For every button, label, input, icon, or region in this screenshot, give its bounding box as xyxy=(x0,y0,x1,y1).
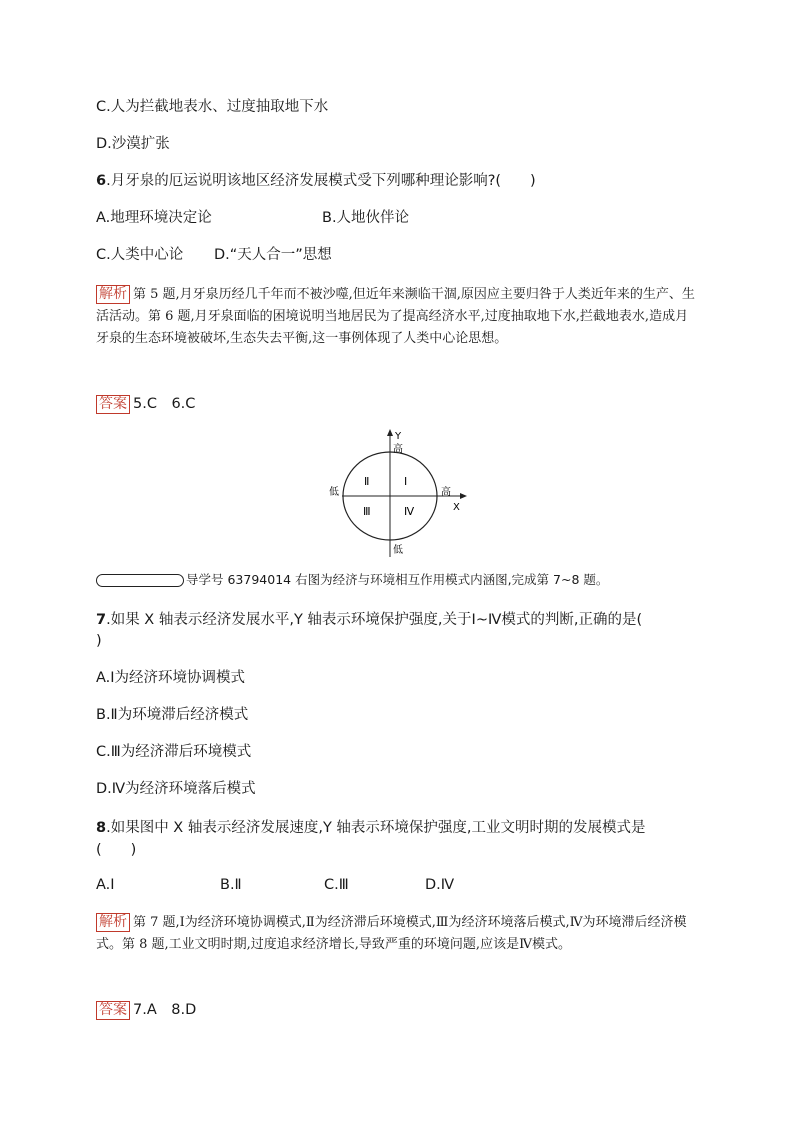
q8-option-c: C.Ⅲ xyxy=(324,877,349,893)
quadrant-4-label: Ⅳ xyxy=(404,505,415,518)
analysis-text: 第 7 题,Ⅰ为经济环境协调模式,Ⅱ为经济滞后环境模式,Ⅲ为经济环境落后模式,Ⅳ为环境滞后经济模式。第 8 题,工业文明时期,过度追求经济增长,导致严重的环境问题,应该是Ⅳ模式。 xyxy=(96,915,687,952)
guide-line xyxy=(96,571,608,589)
quadrant-2-label: Ⅱ xyxy=(364,475,370,488)
x-high-label: 高 xyxy=(441,487,451,498)
q8-stem xyxy=(96,819,646,837)
analysis-block-2 xyxy=(96,912,696,956)
q6-number: 6 xyxy=(96,173,107,189)
y-axis-label: Y xyxy=(395,431,402,442)
q6-option-d: D.“天人合一”思想 xyxy=(214,247,332,263)
answer-text: 7.A 8.D xyxy=(133,1002,197,1018)
q8-options-row xyxy=(96,876,455,894)
economy-environment-diagram xyxy=(320,425,480,560)
quadrant-1-label: Ⅰ xyxy=(404,475,408,488)
x-axis-label: X xyxy=(453,502,460,513)
q7-option-d: D.Ⅳ为经济环境落后模式 xyxy=(96,781,256,797)
q6-stem-text: .月牙泉的厄运说明该地区经济发展模式受下列哪种理论影响?( ) xyxy=(106,173,536,189)
answer-tag: 答案 xyxy=(96,395,130,414)
analysis-tag: 解析 xyxy=(96,285,130,304)
q8-option-b: B.Ⅱ xyxy=(220,877,242,893)
q7-option-a: A.Ⅰ为经济环境协调模式 xyxy=(96,670,246,686)
x-low-label: 低 xyxy=(329,487,339,498)
y-low-label: 低 xyxy=(393,545,403,556)
quadrant-3-label: Ⅲ xyxy=(363,505,371,518)
q5-option-d: D.沙漠扩张 xyxy=(96,136,170,152)
analysis-block-1 xyxy=(96,284,696,350)
q6-stem xyxy=(96,172,536,190)
q6-option-a: A.地理环境决定论 xyxy=(96,210,212,226)
guide-number-box xyxy=(96,574,184,587)
guide-text: 导学号 63794014 右图为经济与环境相互作用模式内涵图,完成第 7~8 题。 xyxy=(186,572,609,587)
q7-stem-line2: ) xyxy=(96,633,102,649)
y-high-label: 高 xyxy=(393,444,403,455)
q5-option-c: C.人为拦截地表水、过度抽取地下水 xyxy=(96,99,329,115)
q6-option-c: C.人类中心论 xyxy=(96,247,184,263)
answer-text: 5.C 6.C xyxy=(133,396,196,412)
q7-stem xyxy=(96,611,642,629)
q6-options-row2 xyxy=(96,246,332,264)
q6-option-b: B.人地伙伴论 xyxy=(322,210,410,226)
q8-stem-text: .如果图中 X 轴表示经济发展速度,Y 轴表示环境保护强度,工业文明时期的发展模式是 xyxy=(106,820,646,836)
q7-option-b: B.Ⅱ为环境滞后经济模式 xyxy=(96,707,249,723)
q8-option-d: D.Ⅳ xyxy=(425,877,455,893)
q7-stem-text: .如果 X 轴表示经济发展水平,Y 轴表示环境保护强度,关于Ⅰ~Ⅳ模式的判断,正确的是( xyxy=(106,612,643,628)
x-axis-arrow xyxy=(460,493,467,499)
q8-number: 8 xyxy=(96,820,107,836)
answer-block-2 xyxy=(96,1001,196,1020)
analysis-tag: 解析 xyxy=(96,913,130,932)
q6-options-row1 xyxy=(96,209,410,227)
q8-option-a: A.Ⅰ xyxy=(96,877,115,893)
answer-block-1 xyxy=(96,395,195,414)
q7-number: 7 xyxy=(96,612,107,628)
y-axis-arrow xyxy=(387,429,393,436)
answer-tag: 答案 xyxy=(96,1001,130,1020)
q8-stem-line2: ( ) xyxy=(96,842,137,858)
q7-option-c: C.Ⅲ为经济滞后环境模式 xyxy=(96,744,252,760)
analysis-text: 第 5 题,月牙泉历经几千年而不被沙噬,但近年来濒临干涸,原因应主要归咎于人类近年来的生产、生活活动。第 6 题,月牙泉面临的困境说明当地居民为了提高经济水平,过度抽取地下水,拦截地表水,造成月牙泉的生态环境被破坏,生态失去平衡,这一事例体现了人类中心论思想。 xyxy=(96,287,695,346)
